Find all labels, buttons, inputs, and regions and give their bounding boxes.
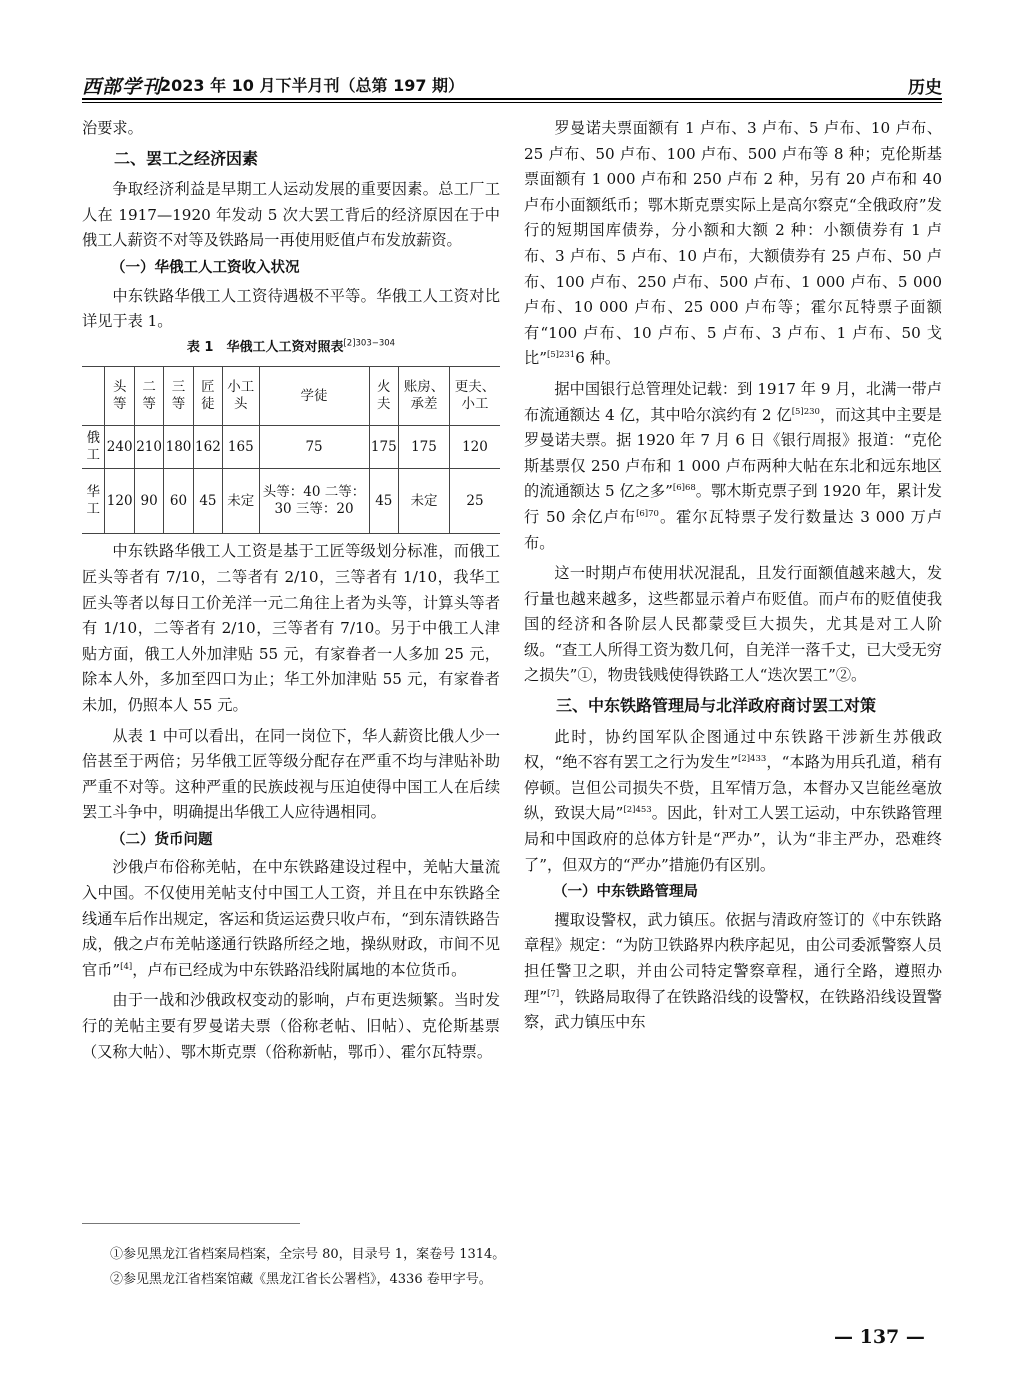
table-cell: 120 xyxy=(449,426,500,469)
table-caption xyxy=(82,335,500,361)
paragraph xyxy=(82,855,500,983)
text-run: ，卢布已经成为中东铁路沿线附属地的本位货币。 xyxy=(132,960,467,979)
table-cell: 学徒 xyxy=(259,367,369,426)
table-cell: 240 xyxy=(105,426,134,469)
citation: [6]70 xyxy=(636,508,659,519)
citation: [2]303−304 xyxy=(343,338,396,349)
paragraph: 中东铁路华俄工人工资待遇极不平等。华俄工人工资对比详见于表 1。 xyxy=(82,286,500,331)
table-cell: 60 xyxy=(164,469,193,534)
table-cell: 账房、承差 xyxy=(398,367,449,426)
table-cell: 120 xyxy=(105,469,134,534)
table-cell: 175 xyxy=(398,426,449,469)
citation: [7] xyxy=(547,988,560,999)
table-cell: 75 xyxy=(259,426,369,469)
journal-logo: 西部学刊 xyxy=(82,76,163,98)
table-row xyxy=(82,426,500,469)
text-run: 此时，协约国军队企图通过中东铁路干涉新生苏俄政权，“绝不容有罢工之行为发生” xyxy=(524,727,942,772)
paragraph xyxy=(524,725,942,879)
table-cell: 210 xyxy=(134,426,163,469)
paragraph: 从表 1 中可以看出，在同一岗位下，华人薪资比俄人少一倍甚至于两倍；另华俄工匠等级分配存在严重不均与津贴补助严重不对等。这种严重的民族歧视与压迫使得中国工人在后续罢工斗争中，明确提出华俄工人应待遇相同。 xyxy=(82,726,500,822)
footnote: ①参见黑龙江省档案局档案，全宗号 80，目录号 1，案卷号 1314。 xyxy=(110,1247,506,1262)
footnote-rule xyxy=(82,1223,300,1224)
section-name: 历史 xyxy=(908,78,942,98)
text-run: 6 种。 xyxy=(575,349,621,368)
table-cell: 175 xyxy=(369,426,398,469)
table-cell: 匠徒 xyxy=(193,367,222,426)
text-run: 。因此，针对工人罢工运动，中东铁路管理局和中国政府的总体方针是“严办”，认为“非主严办，恐难终了”，但双方的“严办”措施仍有区别。 xyxy=(524,804,942,874)
text-run: 。鄂木斯克票子到 1920 年，累计发行 50 余亿卢布 xyxy=(524,482,942,526)
paragraph xyxy=(524,377,942,556)
subsection-heading: （一）华俄工人工资收入状况 xyxy=(111,259,300,276)
text-run: 罗曼诺夫票面额有 1 卢布、3 卢布、5 卢布、10 卢布、25 卢布、50 卢布、100 卢布、500 卢布等 8 种；克伦斯基票面额有 1 000 卢布和 250 卢布 2 种，另有 20 卢布和 40 卢布小面额纸币；鄂木斯克票实际上是高尔察克“全俄政府”发行的短期国库债券，分小额和大额 2 种：小额债券有 1 卢布、3 卢布、5 卢布、10 卢布，大额债券有 25 卢布、50 卢布、100 卢布、250 卢布、500 卢布、1 000 卢布、5 000 卢布、10 000 卢布、25 000 卢布等；霍尔瓦特票子面额有“100 卢布、10 卢布、5 卢布、3 卢布、1 卢布、50 戈比” xyxy=(524,119,942,368)
paragraph: 中东铁路华俄工人工资是基于工匠等级划分标准，而俄工匠头等者有 7/10，二等者有 2/10，三等者有 1/10，我华工匠头等者以每日工价羌洋一元二角往上者为头等，计算头等者有 1/10，二等者有 2/10，三等者有 7/10。另于中俄工人津贴方面，俄工人外加津贴 55 元，有家眷者一人多加 25 元，除本人外，多加至四口为止；华工外加津贴 55 元，有家眷者未加，仍照本人 55 元。 xyxy=(82,542,500,714)
citation: [5]231 xyxy=(546,350,576,361)
table-caption-text: 表 1 华俄工人工资对照表 xyxy=(186,339,344,355)
table-cell: 头等 xyxy=(105,367,134,426)
subsection-heading: （二）货币问题 xyxy=(111,831,213,848)
table-cell: 火夫 xyxy=(369,367,398,426)
table-cell: 165 xyxy=(223,426,259,469)
table-header-row xyxy=(82,367,500,426)
table-cell: 三等 xyxy=(164,367,193,426)
wage-table xyxy=(82,366,500,534)
table-cell: 头等：40 二等：30 三等：20 xyxy=(259,469,369,534)
text-run: ，铁路局取得了在铁路沿线的设警权，在铁路沿线设置警察，武力镇压中东 xyxy=(524,987,943,1032)
right-column xyxy=(524,116,942,1036)
table-cell: 25 xyxy=(449,469,500,534)
section-heading: 三、中东铁路管理局与北洋政府商讨罢工对策 xyxy=(556,696,877,716)
paragraph xyxy=(524,116,942,372)
issue-info: 2023 年 10 月下半月刊（总第 197 期） xyxy=(160,76,465,95)
citation: [4] xyxy=(120,961,133,972)
text-run: 沙俄卢布俗称羌帖，在中东铁路建设过程中，羌帖大量流入中国。不仅使用羌帖支付中国工人工资，并且在中东铁路全线通车后作出规定，客运和货运运费只收卢布，“到东清铁路告成，俄之卢布羌帖遂通行铁路所经之地，操纵财政，市间不见官币” xyxy=(82,858,500,979)
text-run: 。霍尔瓦特票子发行数量达 3 000 万卢布。 xyxy=(524,507,943,552)
table-cell: 45 xyxy=(369,469,398,534)
table-cell: 小工头 xyxy=(223,367,259,426)
paragraph: 这一时期卢布使用状况混乱，且发行面额值越来越大，发行量也越来越多，这些都显示着卢布贬值。而卢布的贬值使我国的经济和各阶层人民都蒙受巨大损失，尤其是对工人阶级。“查工人所得工资为数几何，自羌洋一落千丈，已大受无穷之损失”①，物贵钱贱使得铁路工人“迭次罢工”②。 xyxy=(524,564,942,685)
page-number: — 137 — xyxy=(834,1326,925,1348)
header-rule-thin xyxy=(82,102,942,103)
table-cell: 未定 xyxy=(398,469,449,534)
text-run: ，而这其中主要是罗曼诺夫票。据 1920 年 7 月 6 日《银行周报》报道：“克伦斯基票仅 250 卢布和 1 000 卢布两种大帖在东北和远东地区的流通额达 5 亿之多” xyxy=(524,405,942,501)
text-run: 攫取设警权，武力镇压。依据与清政府签订的《中东铁路章程》规定：“为防卫铁路界内秩序起见，由公司委派警察人员担任警卫之职，并由公司特定警察章程，通行全路，遵照办理” xyxy=(524,910,942,1006)
section-heading: 二、罢工之经济因素 xyxy=(114,148,259,168)
table-cell xyxy=(82,367,105,426)
table-cell: 未定 xyxy=(223,469,259,534)
paragraph xyxy=(524,908,942,1036)
table-cell: 162 xyxy=(193,426,222,469)
table-cell: 俄工 xyxy=(82,426,105,469)
paragraph: 由于一战和沙俄政权变动的影响，卢布更迭频繁。当时发行的羌帖主要有罗曼诺夫票（俗称老帖、旧帖）、克伦斯基票（又称大帖）、鄂木斯克票（俗称新帖，鄂币）、霍尔瓦特票。 xyxy=(82,991,500,1061)
text-run: ，“本路为用兵孔道，稍有停顿。岂但公司损失不赀，且军情万急，本督办又岂能丝毫放纵，致误大局” xyxy=(524,753,943,823)
citation: [2]433 xyxy=(738,754,767,765)
table-cell: 90 xyxy=(134,469,163,534)
running-header xyxy=(82,68,942,100)
text-run: 据中国银行总管理处记载：到 1917 年 9 月，北满一带卢布流通额达 4 亿，其中哈尔滨约有 2 亿 xyxy=(524,379,942,424)
footnote: ②参见黑龙江省档案馆藏《黑龙江省长公署档》，4336 卷甲字号。 xyxy=(110,1272,492,1287)
table-cell: 华工 xyxy=(82,469,105,534)
paragraph: 治要求。 xyxy=(82,119,143,137)
header-rule xyxy=(82,98,942,100)
table-cell: 更夫、小工 xyxy=(449,367,500,426)
paragraph: 争取经济利益是早期工人运动发展的重要因素。总工厂工人在 1917—1920 年发动 5 次大罢工背后的经济原因在于中俄工人薪资不对等及铁路局一再使用贬值卢布发放薪资。 xyxy=(82,180,500,250)
citation: [6]68 xyxy=(672,483,696,494)
table-cell: 45 xyxy=(193,469,222,534)
table-cell: 180 xyxy=(164,426,193,469)
left-column xyxy=(82,116,500,1065)
subsection-heading: （一）中东铁路管理局 xyxy=(553,884,698,901)
table-row xyxy=(82,469,500,534)
citation: [2]453 xyxy=(623,805,652,816)
citation: [5]230 xyxy=(791,406,820,417)
table-cell: 二等 xyxy=(134,367,163,426)
